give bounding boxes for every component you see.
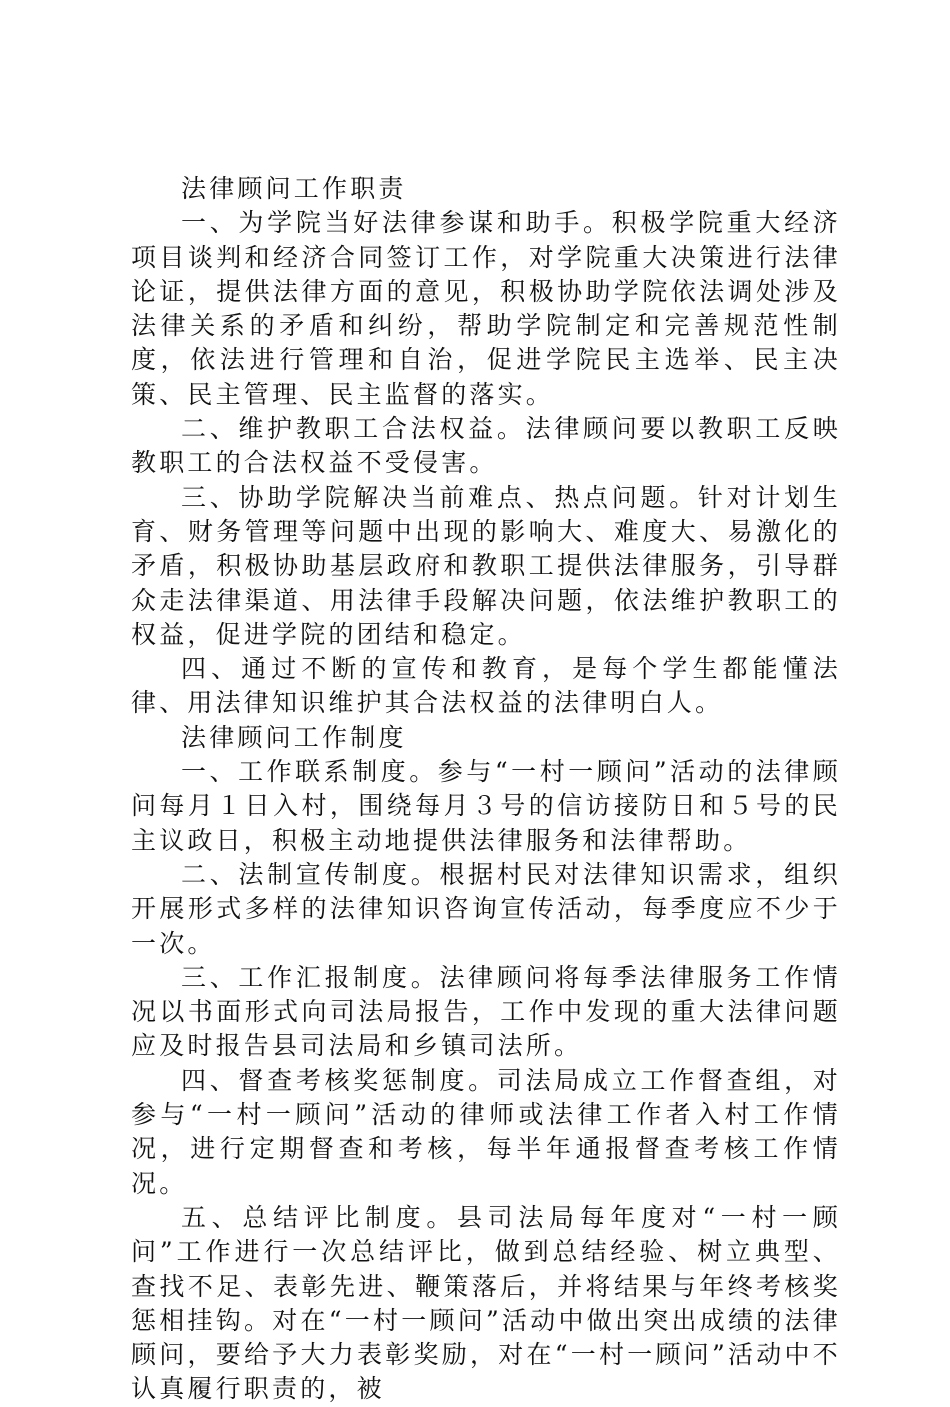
section2-item-5: 五、总结评比制度。县司法局每年度对“一村一顾问”工作进行一次总结评比，做到总结经验、树立典型、查找不足、表彰先进、鞭策落后，并将结果与年终考核奖惩相挂钩。对在“一村一顾问”活动中做出突出成绩的法律顾问，要给予大力表彰奖励，对在“一村一顾问”活动中不认真履行职责的，被 bbox=[131, 1202, 841, 1404]
section1-item-4: 四、通过不断的宣传和教育，是每个学生都能懂法律、用法律知识维护其合法权益的法律明白人。 bbox=[131, 654, 841, 718]
section2-item-4: 四、督查考核奖惩制度。司法局成立工作督查组，对参与“一村一顾问”活动的律师或法律工作者入村工作情况，进行定期督查和考核，每半年通报督查考核工作情况。 bbox=[131, 1065, 841, 1198]
section2-title: 法律顾问工作制度 bbox=[181, 722, 407, 752]
section2-item-1: 一、工作联系制度。参与“一村一顾问”活动的法律顾问每月１日入村，围绕每月３号的信访接防日和５号的民主议政日，积极主动地提供法律服务和法律帮助。 bbox=[131, 757, 841, 855]
section1-title: 法律顾问工作职责 bbox=[181, 174, 407, 203]
section2-item-3: 三、工作汇报制度。法律顾问将每季法律服务工作情况以书面形式向司法局报告，工作中发现的重大法律问题应及时报告县司法局和乡镇司法所。 bbox=[131, 962, 841, 1061]
section2-item-2: 二、法制宣传制度。根据村民对法律知识需求，组织开展形式多样的法律知识咨询宣传活动，每季度应不少于一次。 bbox=[131, 859, 841, 958]
section1-item-1: 一、为学院当好法律参谋和助手。积极学院重大经济项目谈判和经济合同签订工作，对学院重大决策进行法律论证，提供法律方面的意见，积极协助学院依法调处涉及法律关系的矛盾和纠纷，帮助学院制定和完善规范性制度，依法进行管理和自治，促进学院民主选举、民主决策、民主管理、民主监督的落实。 bbox=[131, 208, 841, 409]
section1-item-3: 三、协助学院解决当前难点、热点问题。针对计划生育、财务管理等问题中出现的影响大、难度大、易激化的矛盾，积极协助基层政府和教职工提供法律服务，引导群众走法律渠道、用法律手段解决问题，依法维护教职工的权益，促进学院的团结和稳定。 bbox=[131, 482, 841, 649]
document-body bbox=[131, 172, 841, 1407]
section1-item-2: 二、维护教职工合法权益。法律顾问要以教职工反映教职工的合法权益不受侵害。 bbox=[131, 414, 841, 478]
